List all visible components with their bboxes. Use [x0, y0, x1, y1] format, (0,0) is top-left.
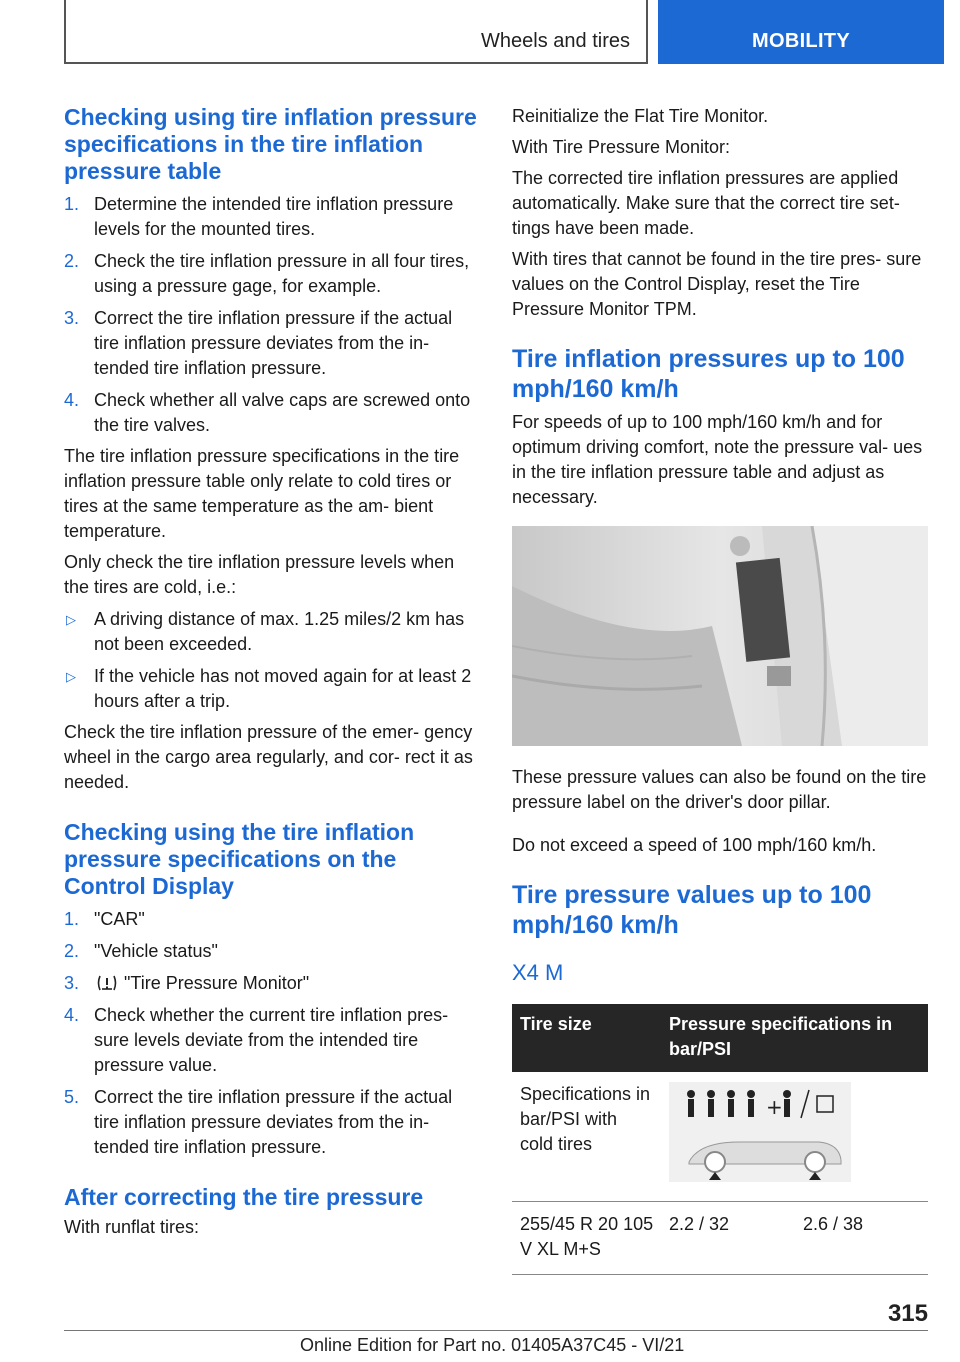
edition-note: Online Edition for Part no. 01405A37C45 - VI/21: [300, 1335, 685, 1355]
steps-control-display: [64, 907, 478, 1160]
left-column: [64, 104, 478, 1240]
triangle-bullet-icon: ▷: [66, 669, 76, 684]
chapter-tab-label: MOBILITY: [752, 30, 850, 52]
paragraph: These pressure values can also be found on the tire pressure label on the driver's door pillar.: [512, 767, 927, 812]
list-item: 4. Check whether all valve caps are screwed onto the tire valves.: [64, 390, 471, 435]
paragraph: Do not exceed a speed of 100 mph/160 km/h.: [512, 835, 877, 855]
list-item: 5. Correct the tire inflation pressure if the actual tire inflation pressure deviates from the in‐ tended tire inflation pressure.: [64, 1087, 453, 1157]
paragraph: With runflat tires:: [64, 1217, 200, 1237]
column-header: Pressure specifications in bar/PSI: [661, 1004, 928, 1072]
table-header-row: [512, 1004, 928, 1072]
tire-pressure-table: [512, 1004, 928, 1275]
paragraph: The corrected tire inflation pressures are applied automatically. Make sure that the correct tire set‐ tings have been made.: [512, 168, 900, 238]
list-item: ▷ A driving distance of max. 1.25 miles/2 km has not been exceeded.: [66, 609, 465, 654]
section-title: Wheels and tires: [481, 30, 630, 52]
heading-table-check: Checking using tire inflation pressure specifications in the tire inflation pressure table: [64, 104, 477, 184]
list-item: ▷ If the vehicle has not moved again for at least 2 hours after a trip.: [66, 666, 472, 711]
paragraph: For speeds of up to 100 mph/160 km/h and for optimum driving comfort, note the pressure val‐ ues in the tire inflation pressure table and adjust as necessary.: [512, 412, 923, 507]
column-header: Tire size: [512, 1004, 661, 1072]
model-name: X4 M: [512, 960, 564, 985]
vehicle-load-diagram-icon: [669, 1082, 851, 1182]
list-item: 3. Correct the tire inflation pressure if the actual tire inflation pressure deviates from the in‐ tended tire inflation pressure.: [64, 308, 453, 378]
list-item: 4. Check whether the current tire inflation pres‐ sure levels deviate from the intended tire pressure value.: [64, 1005, 449, 1075]
triangle-bullet-icon: ▷: [66, 612, 76, 627]
paragraph: Reinitialize the Flat Tire Monitor.: [512, 106, 769, 126]
condition-list: [64, 607, 478, 714]
tire-warning-icon: [96, 974, 118, 992]
list-item: 3. "Tire Pressure Monitor": [64, 973, 310, 993]
table-cell: 255/45 R 20 105 V XL M+S: [512, 1202, 661, 1275]
right-column: [512, 104, 928, 1275]
door-pillar-label-photo: [512, 526, 928, 746]
paragraph: The tire inflation pressure specifications in the tire inflation pressure table only relate to cold tires or tires at the same temperature as the am‐ bient temperature.: [64, 446, 460, 541]
svg-text:+: +: [766, 1095, 783, 1119]
heading-control-display: Checking using the tire inflation pressure specifications on the Control Display: [64, 819, 415, 899]
page-number: 315: [887, 1300, 928, 1327]
table-cell: 2.6 / 38: [795, 1202, 928, 1275]
table-row: [512, 1072, 928, 1202]
table-cell: Specifications in bar/PSI with cold tires: [512, 1072, 661, 1202]
heading-inflation-pressures: Tire inflation pressures up to 100 mph/160 km/h: [512, 345, 905, 403]
steps-table-check: [64, 192, 478, 438]
header-frame: [64, 0, 648, 64]
heading-pressure-values: Tire pressure values up to 100 mph/160 km/h: [512, 881, 872, 939]
list-item: 1. Determine the intended tire inflation pressure levels for the mounted tires.: [64, 194, 454, 239]
paragraph: Only check the tire inflation pressure levels when the tires are cold, i.e.:: [64, 552, 455, 597]
table-cell: 2.2 / 32: [661, 1202, 795, 1275]
footer-divider: [64, 1330, 928, 1331]
list-item: 1. "CAR": [64, 909, 145, 929]
list-item: 2. "Vehicle status": [64, 941, 218, 961]
list-item: 2. Check the tire inflation pressure in all four tires, using a pressure gage, for example.: [64, 251, 470, 296]
paragraph: With Tire Pressure Monitor:: [512, 137, 731, 157]
table-row: [512, 1202, 928, 1275]
load-diagram-cell: [661, 1072, 928, 1202]
paragraph: With tires that cannot be found in the tire pres‐ sure values on the Control Display, reset the Tire Pressure Monitor TPM.: [512, 249, 922, 319]
heading-after-correcting: After correcting the tire pressure: [64, 1184, 424, 1210]
chapter-tab[interactable]: [658, 0, 944, 64]
paragraph: Check the tire inflation pressure of the emer‐ gency wheel in the cargo area regularly, and cor‐ rect it as needed.: [64, 722, 473, 792]
